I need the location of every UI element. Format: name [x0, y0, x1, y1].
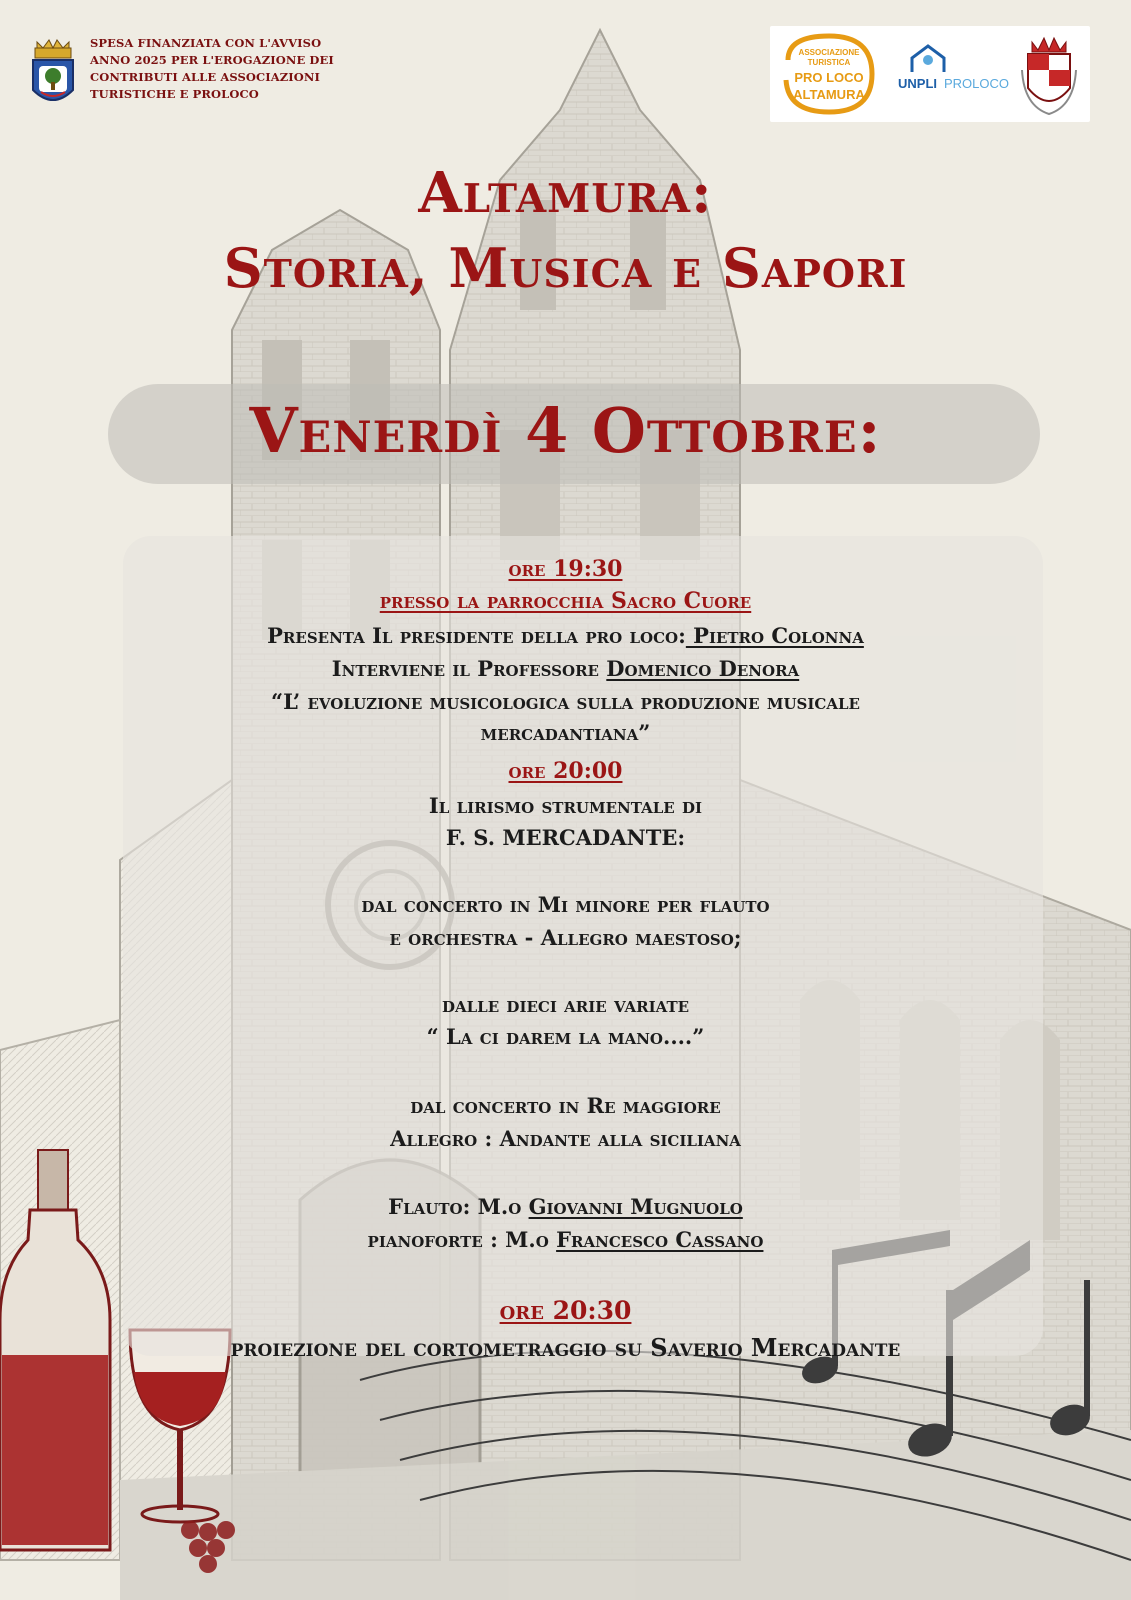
presenter-name: Pietro Colonna [685, 623, 864, 648]
altamura-city-crest-icon [1014, 30, 1084, 118]
piece-3: dal concerto in Re maggiore [410, 1093, 721, 1118]
speaker-prefix: Interviene il Professore [331, 656, 607, 681]
piano-name: Francesco Cassano [556, 1227, 764, 1252]
regione-puglia-crest-icon [27, 30, 79, 110]
funding-line: SPESA FINANZIATA CON L'AVVISO [90, 36, 322, 50]
time-2000: ore 20:00 [508, 758, 623, 784]
speaker-name: Domenico Denora [606, 656, 800, 681]
screening: proiezione del cortometraggio su Saverio Mercadante [230, 1333, 901, 1362]
piece-1: dal concerto in Mi minore per flauto [361, 892, 770, 917]
unpli-logo [898, 42, 1010, 106]
time-1930: ore 19:30 [508, 556, 623, 582]
event-date: Venerdì 4 Ottobre: [249, 394, 882, 467]
unpli-text: UNPLI [898, 76, 937, 91]
piece-3-cont: Allegro : Andante alla siciliana [390, 1126, 741, 1151]
flute-name: Giovanni Mugnuolo [528, 1194, 743, 1219]
piano-performer [0, 1227, 1131, 1252]
piece-2: dalle dieci arie variate [441, 992, 690, 1017]
talk-title: “L’ evoluzione musicologica sulla produzione musicale [271, 689, 860, 714]
piece-2-cont: “ La ci darem la mano....” [426, 1024, 705, 1049]
unpli-proloco-text: PROLOCO [944, 76, 1010, 91]
funding-line: TURISTICHE E PROLOCO [90, 87, 259, 101]
unpli-house-icon [908, 42, 948, 76]
flute-performer [0, 1194, 1131, 1219]
proloco-line: PRO LOCO [794, 70, 864, 85]
venue: presso la parrocchia Sacro Cuore [379, 588, 752, 614]
presenter-prefix: Presenta Il presidente della pro loco: [267, 623, 686, 648]
proloco-altamura-logo [774, 30, 884, 118]
concert-composer: F. S. MERCADANTE: [445, 825, 686, 850]
presenter-line [0, 623, 1131, 648]
proloco-line: ASSOCIAZIONE [798, 48, 860, 57]
proloco-line: TURISTICA [807, 58, 851, 67]
time-2030: ore 20:30 [499, 1296, 632, 1325]
concert-title: Il lirismo strumentale di [428, 793, 703, 818]
funding-line: ANNO 2025 PER L'EROGAZIONE DEI [90, 53, 334, 67]
piano-prefix: pianoforte : M.o [367, 1227, 557, 1252]
sponsor-logos [770, 26, 1090, 122]
funding-line: CONTRIBUTI ALLE ASSOCIAZIONI [90, 70, 320, 84]
proloco-line: ALTAMURA [793, 87, 865, 102]
funding-notice [90, 35, 350, 103]
piece-1-cont: e orchestra - Allegro maestoso; [389, 925, 742, 950]
flute-prefix: Flauto: M.o [388, 1194, 529, 1219]
page-subtitle: Storia, Musica e Sapori [223, 236, 908, 300]
talk-title-cont: mercadantiana” [480, 720, 651, 745]
speaker-line [0, 656, 1131, 681]
page-title: Altamura: [418, 160, 713, 226]
